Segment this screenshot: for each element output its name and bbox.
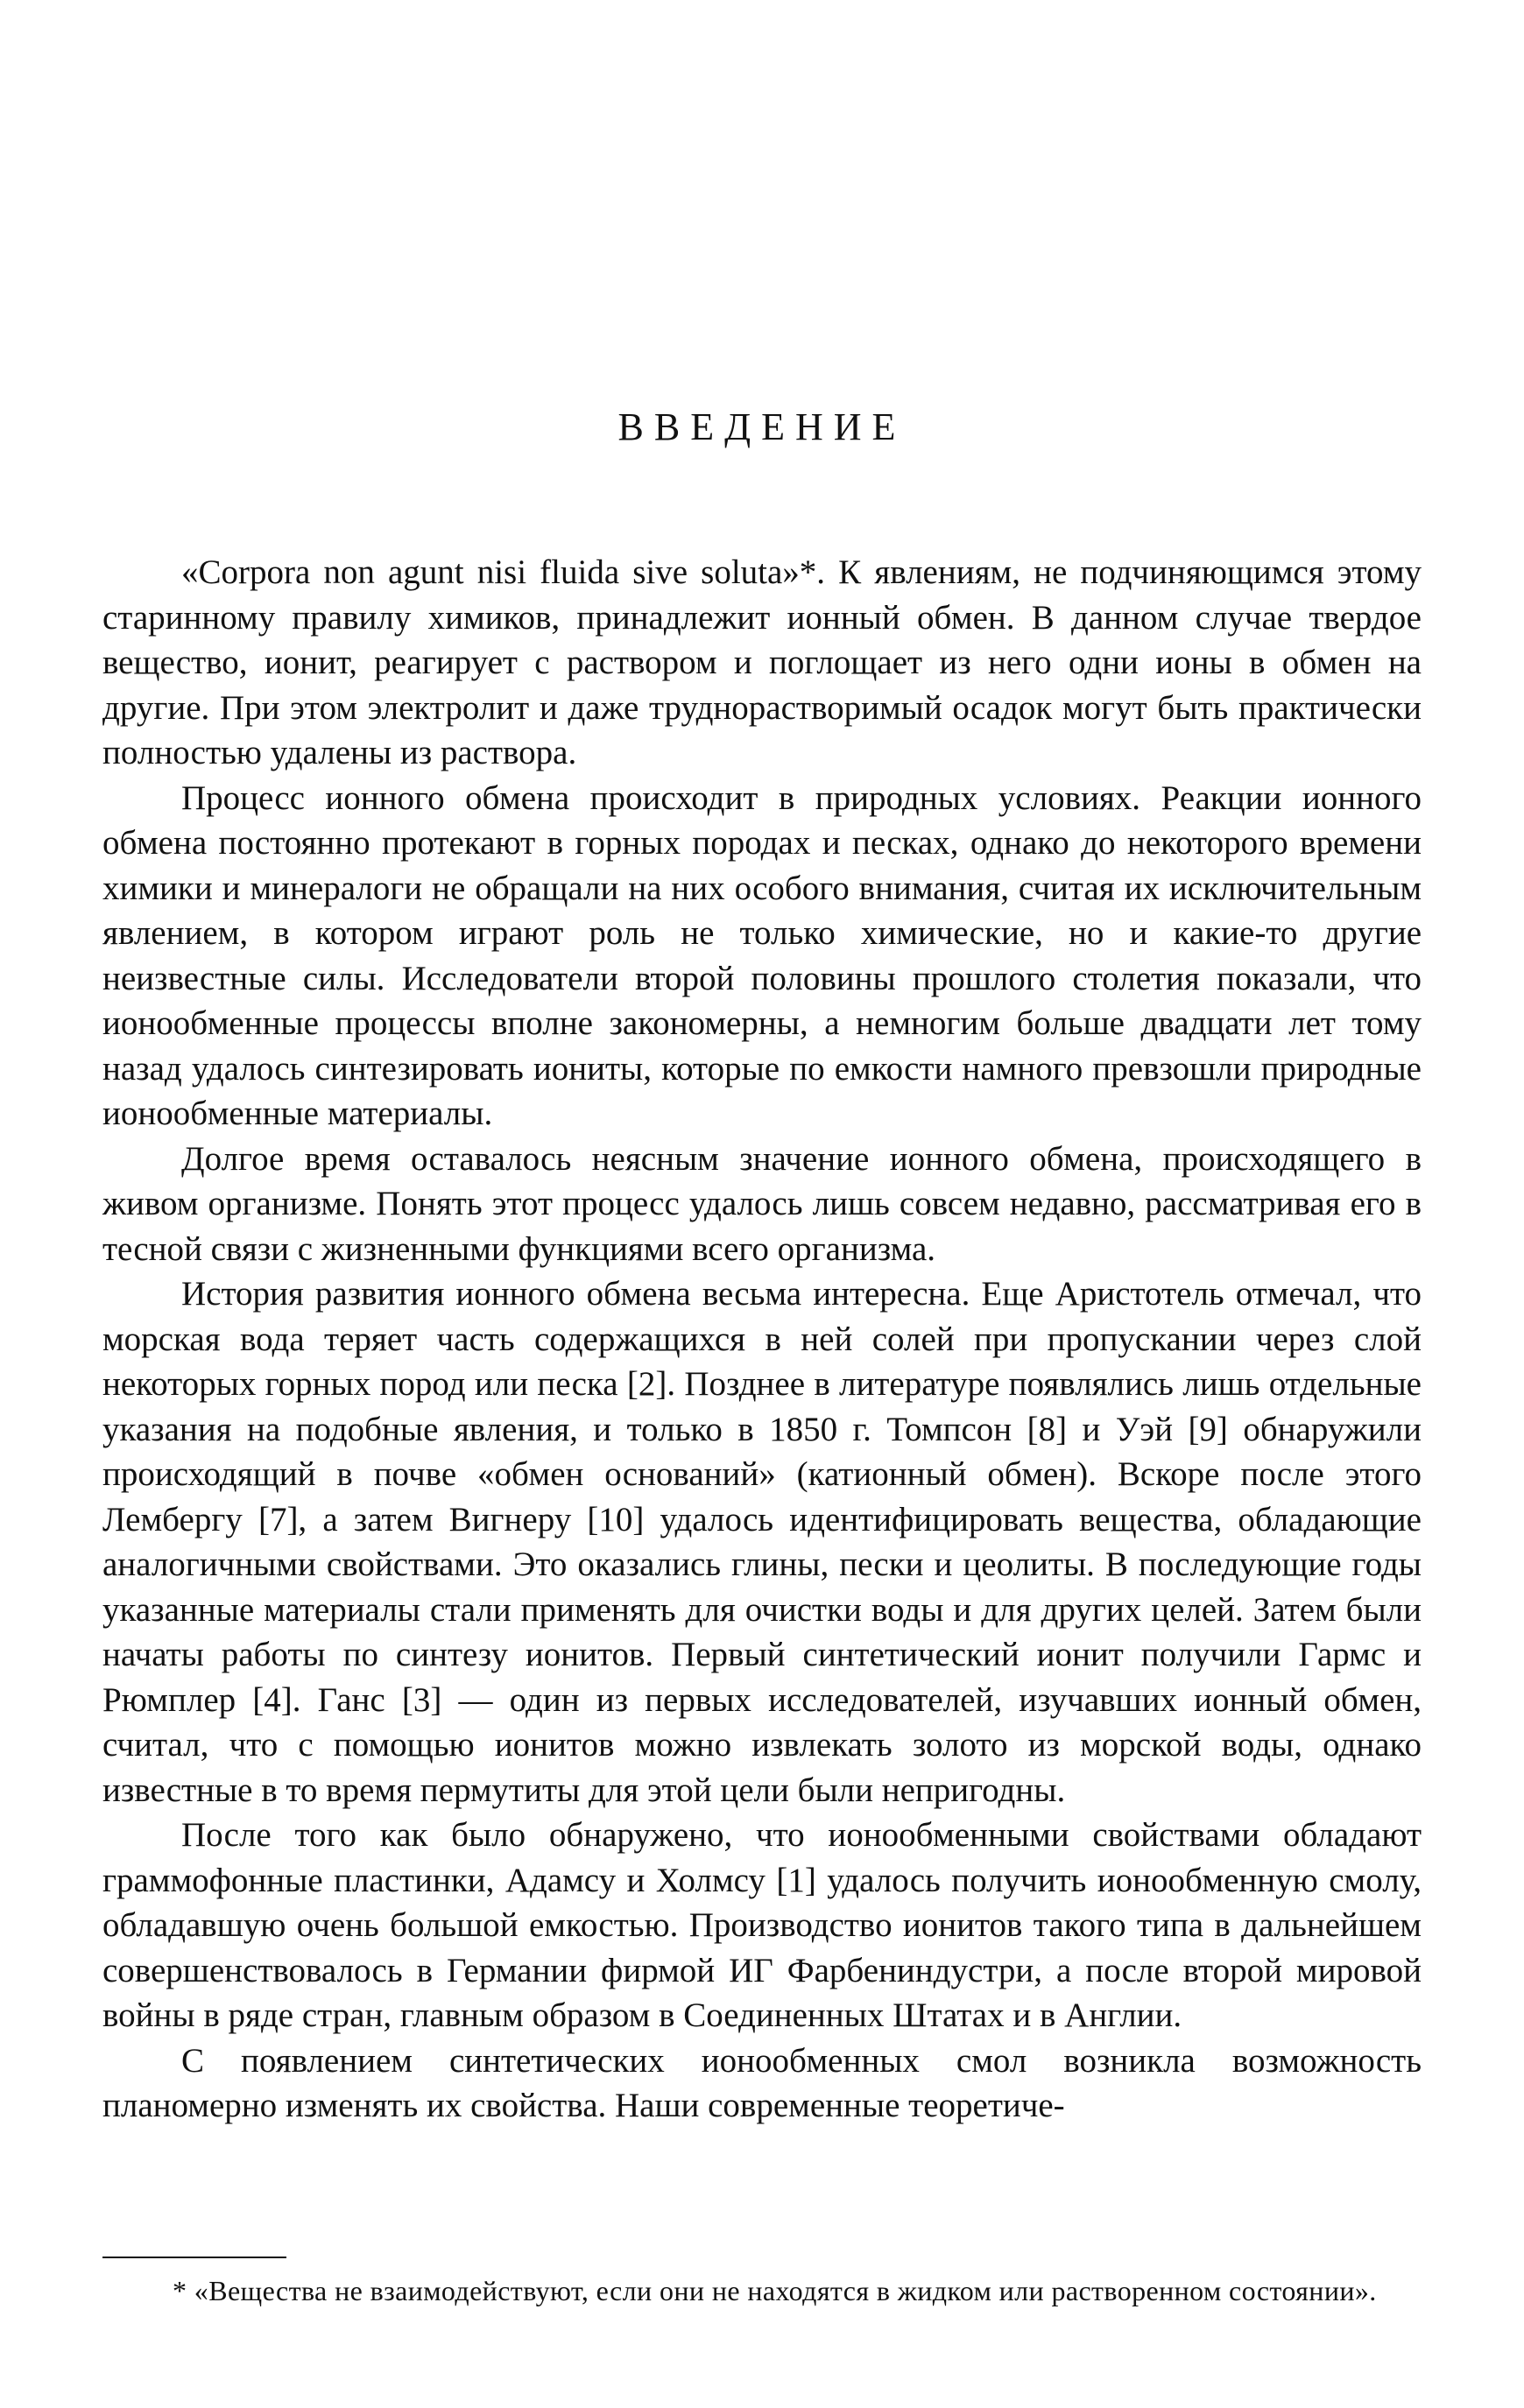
chapter-title: ВВЕДЕНИЕ [617,405,907,448]
paragraph-6: С появлением синтетических ионообменных смол возникла возможность планомерно изменять их свойства. Наши современные теоретиче- [102,2041,1422,2124]
paragraph-1: «Corpora non agunt nisi fluida sive soluta»*. К явлениям, не подчиняющимся этому старинному правилу химиков, принадлежит ионный обмен. В данном случае твердое вещество, ионит, реагирует с раствором и поглощает из него одни ионы в обмен на другие. При этом электролит и даже труднорастворимый осадок могут быть практически полностью удалены из раствора. [102,553,1422,771]
paragraph-2: Процесс ионного обмена происходит в природных условиях. Реакции ионного обмена постоянно протекают в горных породах и песках, однако до некоторого времени химики и минералоги не обращали на них особого внимания, считая их исключительным явлением, в котором играют роль не только химические, но и какие-то другие неизвестные силы. Исследователи второй половины прошлого столетия показали, что ионообменные процессы вполне закономерны, а немногим больше двадцати лет тому назад удалось синтезировать иониты, которые по емкости намного превзошли природные ионообменные материалы. [102,778,1422,1132]
footnote-divider [102,2257,286,2258]
main-text [102,550,1422,2129]
paragraph-3: Долгое время оставалось неясным значение ионного обмена, происходящего в живом организме. Понять этот процесс удалось лишь совсем недавно, рассматривая его в тесной связи с жизненными функциями всего организма. [102,1139,1422,1268]
paragraph-5: После того как было обнаружено, что ионообменными свойствами обладают граммофонные пластинки, Адамсу и Холмсу [1] удалось получить ионообменную смолу, обладавшую очень большой емкостью. Производство ионитов такого типа в дальнейшем совершенствовалось в Германии фирмой ИГ Фарбениндустри, а после второй мировой войны в ряде стран, главным образом в Соединенных Штатах и в Англии. [102,1816,1422,2034]
paragraph-4: История развития ионного обмена весьма интересна. Еще Аристотель отмечал, что морская вода теряет часть содержащихся в ней солей при пропускании через слой некоторых горных пород или песка [2]. Позднее в литературе появлялись лишь отдельные указания на подобные явления, и только в 1850 г. Томпсон [8] и Уэй [9] обнаружили происходящий в почве «обмен оснований» (катионный обмен). Вскоре после этого Лембергу [7], а затем Вигнеру [10] удалось идентифицировать вещества, обладающие аналогичными свойствами. Это оказались глины, пески и цеолиты. В последующие годы указанные материалы стали применять для очистки воды и для других целей. Затем были начаты работы по синтезу ионитов. Первый синтетический ионит получили Гармс и Рюмплер [4]. Ганс [3] — один из первых исследователей, изучавших ионный обмен, считал, что с помощью ионитов можно извлекать золото из морской воды, однако известные в то время пермутиты для этой цели были непригодны. [102,1275,1422,1809]
footnote: * «Вещества не взаимодействуют, если они не находятся в жидком или растворенном состоянии». [173,2275,1377,2306]
